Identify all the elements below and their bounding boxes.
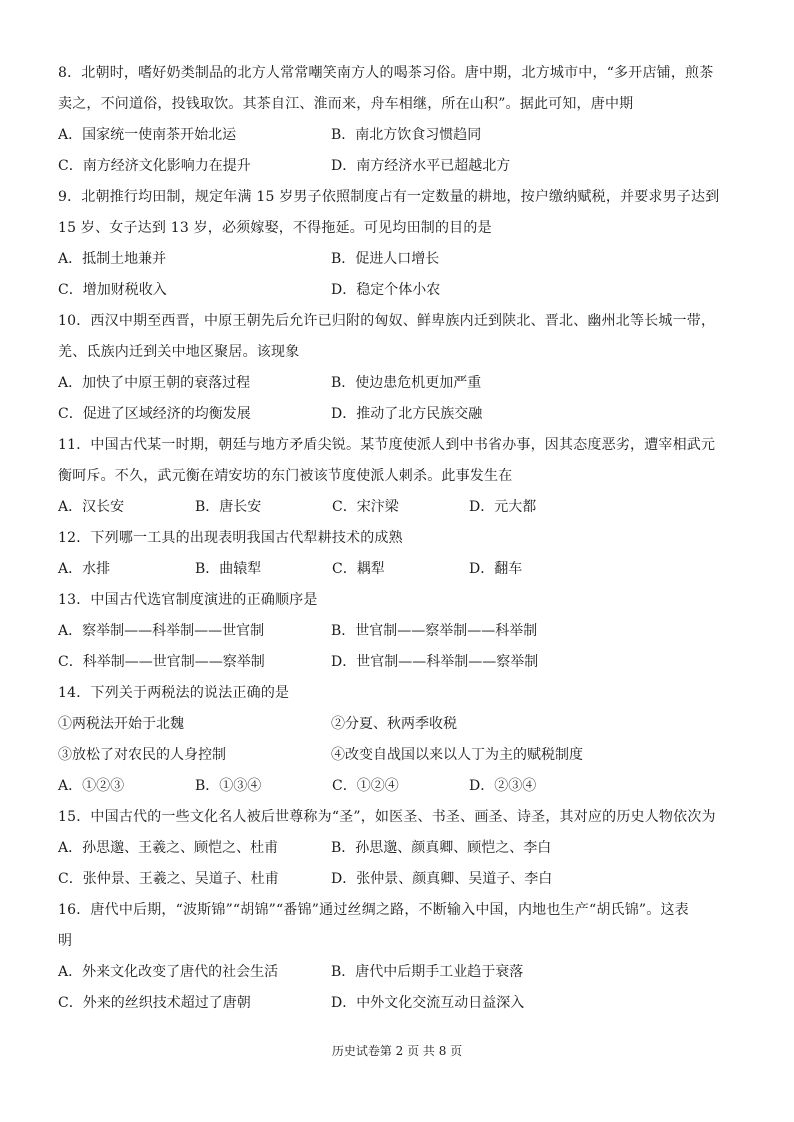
options-row	[58, 554, 748, 585]
options-row	[58, 771, 748, 802]
option-a: A．外来文化改变了唐代的社会生活	[58, 964, 279, 980]
statement-3: ③放松了对农民的人身控制	[58, 747, 226, 763]
question-stem-line: 8．北朝时，嗜好奶类制品的北方人常常嘲笑南方人的喝茶习俗。唐中期，北方城市中，“多开店铺，煎茶	[58, 65, 714, 81]
option-d: D．南方经济水平已超越北方	[331, 158, 511, 174]
option-c: C．①②④	[332, 778, 399, 794]
question-stem-line: 衡呵斥。不久，武元衡在靖安坊的东门被该节度使派人刺杀。此事发生在	[58, 468, 513, 484]
option-c: C．增加财税收入	[58, 282, 167, 298]
question-stem-line: 15 岁、女子达到 13 岁，必须嫁娶，不得拖延。可见均田制的目的是	[58, 220, 492, 236]
option-b: B．唐代中后期手工业趋于衰落	[331, 964, 524, 980]
statements-row	[58, 709, 748, 740]
option-a: A．①②③	[58, 778, 125, 794]
options-row	[58, 244, 748, 275]
option-a: A．孙思邈、王羲之、顾恺之、杜甫	[58, 840, 279, 856]
options-row	[58, 864, 748, 895]
statements-row	[58, 740, 748, 771]
options-row	[58, 988, 748, 1019]
option-d: D．推动了北方民族交融	[331, 406, 483, 422]
statement-2: ②分夏、秋两季收税	[331, 716, 457, 732]
option-a: A．国家统一使南茶开始北运	[58, 127, 237, 143]
exam-page	[58, 58, 748, 1019]
options-row	[58, 151, 748, 182]
option-d: D．张仲景、颜真卿、吴道子、李白	[331, 871, 553, 887]
options-row	[58, 957, 748, 988]
option-c: C．张仲景、王羲之、吴道子、杜甫	[58, 871, 279, 887]
option-b: B．使边患危机更加严重	[331, 375, 482, 391]
question-stem-line: 12．下列哪一工具的出现表明我国古代犁耕技术的成熟	[58, 530, 403, 546]
question-stem-line: 11．中国古代某一时期，朝廷与地方矛盾尖锐。某节度使派人到中书省办事，因其态度恶劣，遭宰相武元	[58, 437, 716, 453]
question-stem-line: 16．唐代中后期，“波斯锦”“胡锦”“番锦”通过丝绸之路，不断输入中国，内地也生产“胡氏锦”。这表	[58, 902, 689, 918]
option-d: D．翻车	[469, 561, 523, 577]
option-b: B．世官制——察举制——科举制	[331, 623, 538, 639]
option-a: A．汉长安	[58, 499, 125, 515]
question-16	[58, 895, 748, 1019]
question-9	[58, 182, 748, 306]
option-b: B．①③④	[195, 778, 262, 794]
statement-4: ④改变自战国以来以人丁为主的赋税制度	[331, 747, 583, 763]
options-row	[58, 833, 748, 864]
option-b: B．曲辕犁	[195, 561, 262, 577]
statement-1: ①两税法开始于北魏	[58, 716, 184, 732]
question-stem-line: 13．中国古代选官制度演进的正确顺序是	[58, 592, 318, 608]
question-stem-line: 羌、氐族内迁到关中地区聚居。该现象	[58, 344, 300, 360]
option-c: C．耦犁	[332, 561, 385, 577]
question-13	[58, 585, 748, 678]
options-row	[58, 275, 748, 306]
option-a: A．察举制——科举制——世官制	[58, 623, 265, 639]
options-row	[58, 492, 748, 523]
options-row	[58, 399, 748, 430]
question-stem-line: 明	[58, 933, 73, 949]
question-8	[58, 58, 748, 182]
option-c: C．科举制——世官制——察举制	[58, 654, 265, 670]
question-14	[58, 678, 748, 802]
options-row	[58, 647, 748, 678]
question-11	[58, 430, 748, 523]
option-c: C．外来的丝织技术超过了唐朝	[58, 995, 251, 1011]
option-b: B．唐长安	[195, 499, 262, 515]
question-15	[58, 802, 748, 895]
options-row	[58, 120, 748, 151]
option-d: D．元大都	[469, 499, 537, 515]
options-row	[58, 368, 748, 399]
question-10	[58, 306, 748, 430]
question-stem-line: 9．北朝推行均田制，规定年满 15 岁男子依照制度占有一定数量的耕地，按户缴纳赋税，并要求男子达到	[58, 189, 720, 205]
option-c: C．南方经济文化影响力在提升	[58, 158, 251, 174]
option-d: D．世官制——科举制——察举制	[331, 654, 539, 670]
question-stem-line: 15．中国古代的一些文化名人被后世尊称为“圣”，如医圣、书圣、画圣、诗圣，其对应的历史人物依次为	[58, 809, 716, 825]
options-row	[58, 616, 748, 647]
option-c: C．宋汴梁	[332, 499, 399, 515]
option-a: A．抵制土地兼并	[58, 251, 167, 267]
question-stem-line: 14．下列关于两税法的说法正确的是	[58, 685, 290, 701]
option-d: D．稳定个体小农	[331, 282, 441, 298]
option-d: D．中外文化交流互动日益深入	[331, 995, 525, 1011]
question-12	[58, 523, 748, 585]
page-footer: 历史试卷第 2 页 共 8 页	[331, 1044, 463, 1058]
option-d: D．②③④	[469, 778, 537, 794]
option-b: B．促进人口增长	[331, 251, 440, 267]
question-stem-line: 10．西汉中期至西晋，中原王朝先后允许已归附的匈奴、鲜卑族内迁到陕北、晋北、幽州北等长城一带，	[58, 313, 716, 329]
option-b: B．南北方饮食习惯趋同	[331, 127, 482, 143]
option-a: A．加快了中原王朝的衰落过程	[58, 375, 251, 391]
option-b: B．孙思邈、颜真卿、顾恺之、李白	[331, 840, 552, 856]
question-stem-line: 卖之，不问道俗，投钱取饮。其茶自江、淮而来，舟车相继，所在山积”。据此可知，唐中期	[58, 96, 634, 112]
option-a: A．水排	[58, 561, 111, 577]
option-c: C．促进了区域经济的均衡发展	[58, 406, 251, 422]
